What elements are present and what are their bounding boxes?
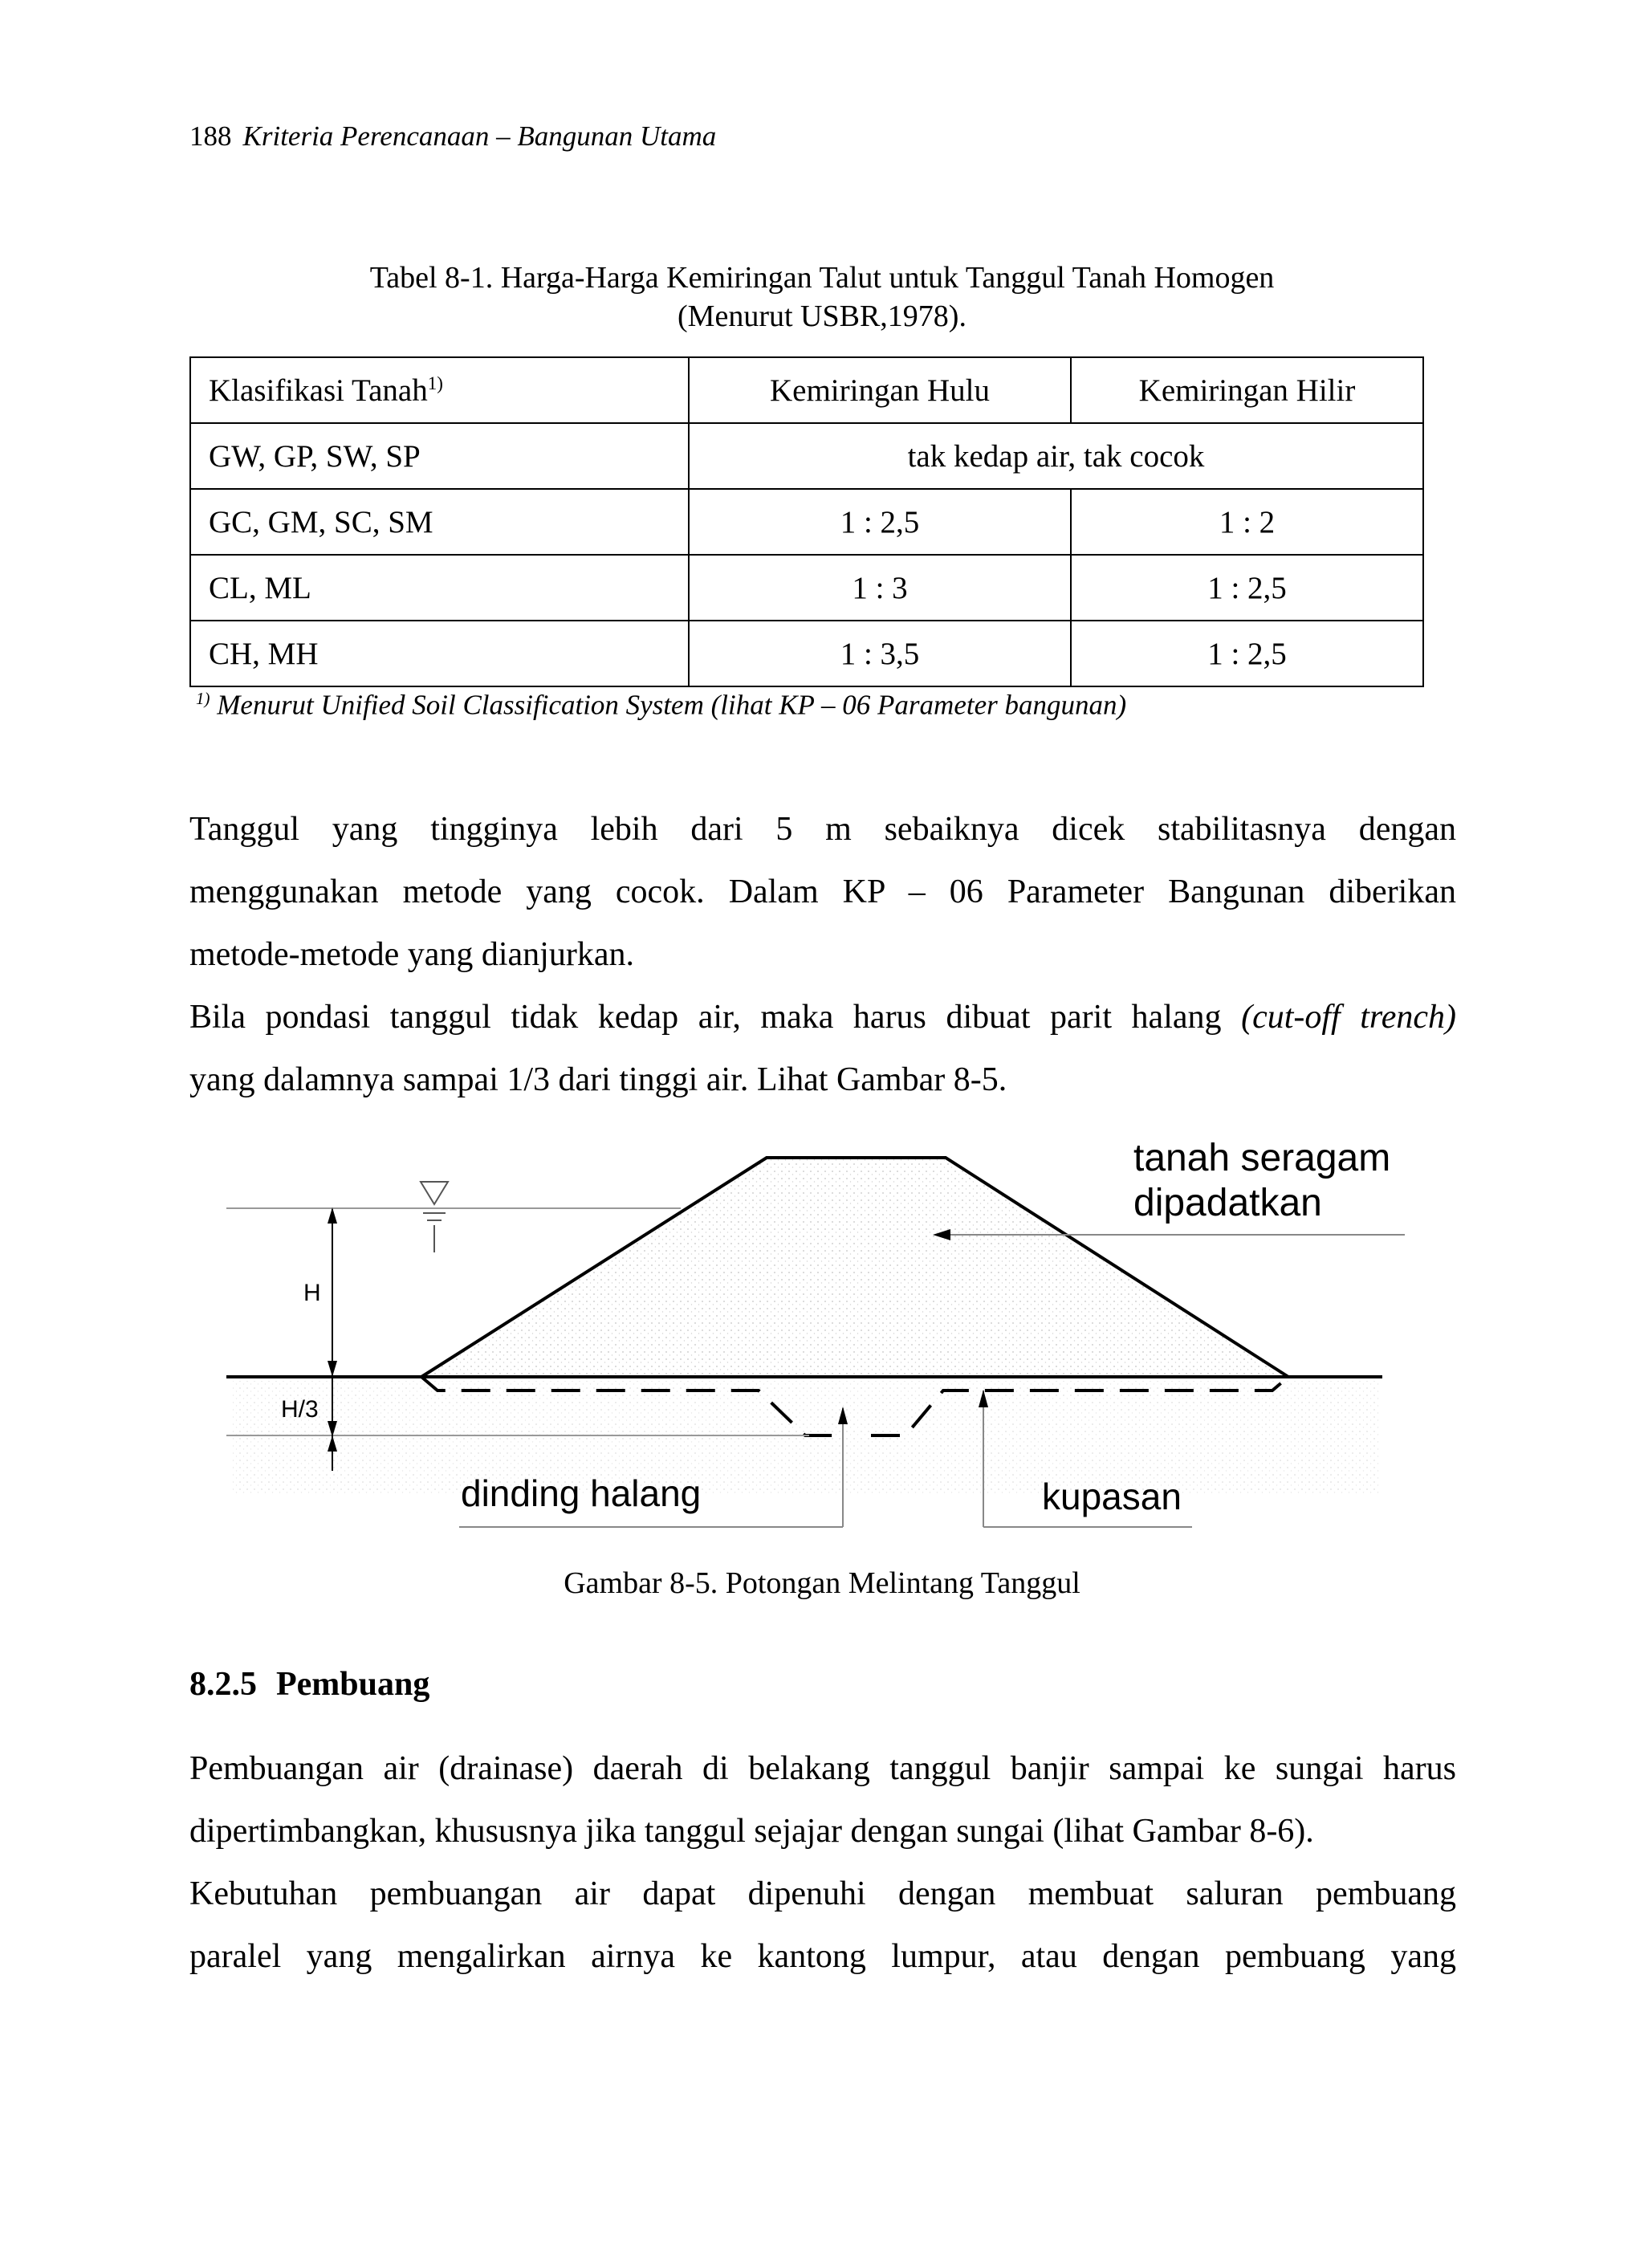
cell-upstream: 1 : 3,5	[689, 621, 1071, 686]
height-arrow-bottom	[328, 1361, 337, 1377]
para-line: yang dalamnya sampai 1/3 dari tinggi air. Lihat Gambar 8-5.	[189, 1061, 1007, 1098]
section-title: Pembuang	[276, 1666, 430, 1703]
table-row	[190, 489, 1423, 555]
figure-caption: Gambar 8-5. Potongan Melintang Tanggul	[564, 1566, 1080, 1600]
label-kupasan: kupasan	[1042, 1476, 1182, 1517]
cell-soil: CH, MH	[190, 621, 689, 686]
section-heading	[189, 1665, 429, 1704]
cell-downstream: 1 : 2,5	[1071, 621, 1423, 686]
cell-upstream: 1 : 2,5	[689, 489, 1071, 555]
table-row	[190, 621, 1423, 686]
cell-soil: CL, ML	[190, 555, 689, 621]
cell-merged-note: tak kedap air, tak cocok	[689, 423, 1423, 489]
table-header-row	[190, 357, 1423, 423]
height-arrow-top	[328, 1207, 337, 1224]
header-upstream-slope: Kemiringan Hulu	[689, 357, 1071, 423]
label-dinding-halang: dinding halang	[461, 1472, 702, 1514]
para-line: metode-metode yang dianjurkan.	[189, 936, 634, 973]
page-number: 188	[189, 120, 232, 152]
para-line: menggunakan metode yang cocok. Dalam KP – 06 Parameter Bangunan diberikan	[189, 873, 1456, 910]
slope-table	[189, 356, 1424, 687]
footnote-text: Menurut Unified Soil Classification System (lihat KP – 06 Parameter bangunan)	[210, 689, 1127, 721]
para-line: Kebutuhan pembuangan air dapat dipenuhi dengan membuat saluran pembuang	[189, 1875, 1456, 1912]
table-caption	[189, 259, 1455, 336]
table-caption-line-2: (Menurut USBR,1978).	[678, 299, 966, 333]
cutoff-italic: (cut-off trench)	[1241, 999, 1456, 1036]
paragraph-stability	[189, 798, 1456, 986]
para-line: Pembuangan air (drainase) daerah di belakang tanggul banjir sampai ke sungai harus	[189, 1750, 1456, 1787]
running-title: Kriteria Perencanaan – Bangunan Utama	[242, 120, 717, 152]
section-number: 8.2.5	[189, 1666, 257, 1703]
para-line: Tanggul yang tingginya lebih dari 5 m sebaiknya dicek stabilitasnya dengan	[189, 811, 1456, 848]
paragraph-drainage	[189, 1737, 1456, 1988]
cell-downstream: 1 : 2,5	[1071, 555, 1423, 621]
label-h3: H/3	[281, 1396, 319, 1423]
footnote-mark: 1)	[196, 689, 210, 708]
table-row	[190, 423, 1423, 489]
cell-downstream: 1 : 2	[1071, 489, 1423, 555]
label-h: H	[303, 1280, 321, 1306]
table-caption-line-1: Tabel 8-1. Harga-Harga Kemiringan Talut untuk Tanggul Tanah Homogen	[369, 261, 1275, 295]
para-line: dipertimbangkan, khususnya jika tanggul sejajar dengan sungai (lihat Gambar 8-6).	[189, 1813, 1314, 1850]
running-header	[189, 120, 716, 153]
header-soil-class: Klasifikasi Tanah$^{1)}$	[190, 357, 689, 423]
label-tanah-seragam: tanah seragam	[1133, 1140, 1391, 1179]
levee-cross-section-figure	[0, 1140, 1644, 1557]
paragraph-cutoff	[189, 986, 1456, 1111]
cell-soil: GC, GM, SC, SM	[190, 489, 689, 555]
water-level-icon	[421, 1182, 448, 1204]
cell-upstream: 1 : 3	[689, 555, 1071, 621]
cell-soil: GW, GP, SW, SP	[190, 423, 689, 489]
header-downstream-slope: Kemiringan Hilir	[1071, 357, 1423, 423]
table-footnote	[196, 689, 1126, 722]
label-dipadatkan: dipadatkan	[1133, 1182, 1322, 1224]
table-row	[190, 555, 1423, 621]
para-line: Bila pondasi tanggul tidak kedap air, maka harus dibuat parit halang (cut-off trench)	[189, 999, 1456, 1036]
header-footnote-mark: 1)	[427, 373, 443, 393]
para-line: paralel yang mengalirkan airnya ke kantong lumpur, atau dengan pembuang yang	[189, 1938, 1456, 1975]
